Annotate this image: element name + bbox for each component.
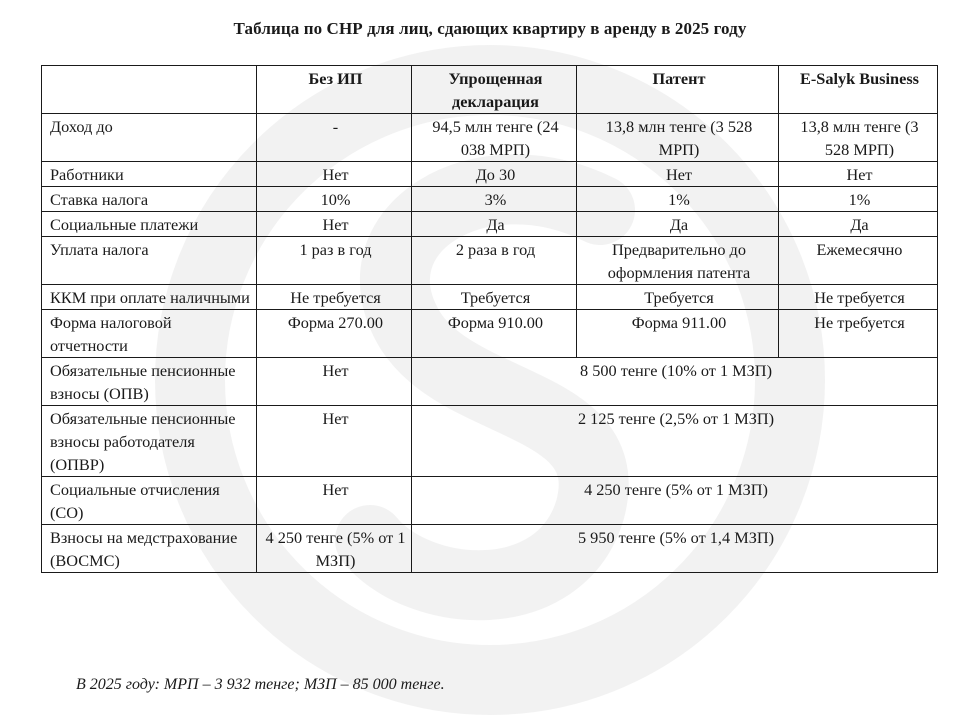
- row-label-opv: Обязательные пенсионные взносы (ОПВ): [42, 358, 257, 406]
- row-label-tax-rate: Ставка налога: [42, 187, 257, 212]
- row-label-workers: Работники: [42, 162, 257, 187]
- table-row: [42, 162, 938, 187]
- cell-workers-simplified: До 30: [412, 162, 577, 187]
- table-row: [42, 525, 938, 573]
- table-row: [42, 358, 938, 406]
- cell-kkm-patent: Требуется: [577, 285, 779, 310]
- cell-tax-payment-patent: Предварительно до оформления патента: [577, 237, 779, 285]
- cell-tax-payment-esalyk: Ежемесячно: [779, 237, 938, 285]
- cell-tax-rate-no-ip: 10%: [257, 187, 412, 212]
- cell-opvr-no-ip: Нет: [257, 406, 412, 477]
- header-blank-cell: [42, 66, 257, 114]
- cell-kkm-esalyk: Не требуется: [779, 285, 938, 310]
- cell-income-esalyk: 13,8 млн тенге (3 528 МРП): [779, 114, 938, 162]
- header-patent: Патент: [577, 66, 779, 114]
- snr-comparison-table: [41, 65, 938, 573]
- cell-tax-payment-no-ip: 1 раз в год: [257, 237, 412, 285]
- header-e-salyk-business: E-Salyk Business: [779, 66, 938, 114]
- header-no-ip: Без ИП: [257, 66, 412, 114]
- cell-workers-esalyk: Нет: [779, 162, 938, 187]
- cell-income-simplified: 94,5 млн тенге (24 038 МРП): [412, 114, 577, 162]
- table-row: [42, 237, 938, 285]
- table-row: [42, 310, 938, 358]
- row-label-vosms: Взносы на медстрахование (ВОСМС): [42, 525, 257, 573]
- cell-social-patent: Да: [577, 212, 779, 237]
- cell-workers-no-ip: Нет: [257, 162, 412, 187]
- cell-vosms-merged: 5 950 тенге (5% от 1,4 МЗП): [412, 525, 938, 573]
- row-label-tax-payment: Уплата налога: [42, 237, 257, 285]
- cell-social-esalyk: Да: [779, 212, 938, 237]
- table-row: [42, 285, 938, 310]
- row-label-report-form: Форма налоговой отчетности: [42, 310, 257, 358]
- table-header-row: [42, 66, 938, 114]
- cell-tax-rate-patent: 1%: [577, 187, 779, 212]
- document-title: Таблица по СНР для лиц, сдающих квартиру в аренду в 2025 году: [233, 19, 747, 38]
- cell-social-no-ip: Нет: [257, 212, 412, 237]
- cell-kkm-no-ip: Не требуется: [257, 285, 412, 310]
- cell-income-no-ip: -: [257, 114, 412, 162]
- row-label-opvr: Обязательные пенсионные взносы работодателя (ОПВР): [42, 406, 257, 477]
- cell-kkm-simplified: Требуется: [412, 285, 577, 310]
- cell-so-merged: 4 250 тенге (5% от 1 МЗП): [412, 477, 938, 525]
- cell-social-simplified: Да: [412, 212, 577, 237]
- cell-tax-rate-esalyk: 1%: [779, 187, 938, 212]
- table-row: [42, 114, 938, 162]
- table-row: [42, 406, 938, 477]
- cell-workers-patent: Нет: [577, 162, 779, 187]
- cell-tax-payment-simplified: 2 раза в год: [412, 237, 577, 285]
- row-label-so: Социальные отчисления (СО): [42, 477, 257, 525]
- cell-report-no-ip: Форма 270.00: [257, 310, 412, 358]
- row-label-kkm: ККМ при оплате наличными: [42, 285, 257, 310]
- table-row: [42, 477, 938, 525]
- cell-report-simplified: Форма 910.00: [412, 310, 577, 358]
- footnote: В 2025 году: МРП – 3 932 тенге; МЗП – 85 000 тенге.: [76, 676, 445, 693]
- cell-opv-merged: 8 500 тенге (10% от 1 МЗП): [412, 358, 938, 406]
- header-simplified-declaration: Упрощенная декларация: [412, 66, 577, 114]
- cell-so-no-ip: Нет: [257, 477, 412, 525]
- row-label-social-payments: Социальные платежи: [42, 212, 257, 237]
- cell-tax-rate-simplified: 3%: [412, 187, 577, 212]
- table-row: [42, 212, 938, 237]
- cell-report-esalyk: Не требуется: [779, 310, 938, 358]
- cell-income-patent: 13,8 млн тенге (3 528 МРП): [577, 114, 779, 162]
- cell-opv-no-ip: Нет: [257, 358, 412, 406]
- cell-opvr-merged: 2 125 тенге (2,5% от 1 МЗП): [412, 406, 938, 477]
- cell-report-patent: Форма 911.00: [577, 310, 779, 358]
- cell-vosms-no-ip: 4 250 тенге (5% от 1 МЗП): [257, 525, 412, 573]
- row-label-income: Доход до: [42, 114, 257, 162]
- table-row: [42, 187, 938, 212]
